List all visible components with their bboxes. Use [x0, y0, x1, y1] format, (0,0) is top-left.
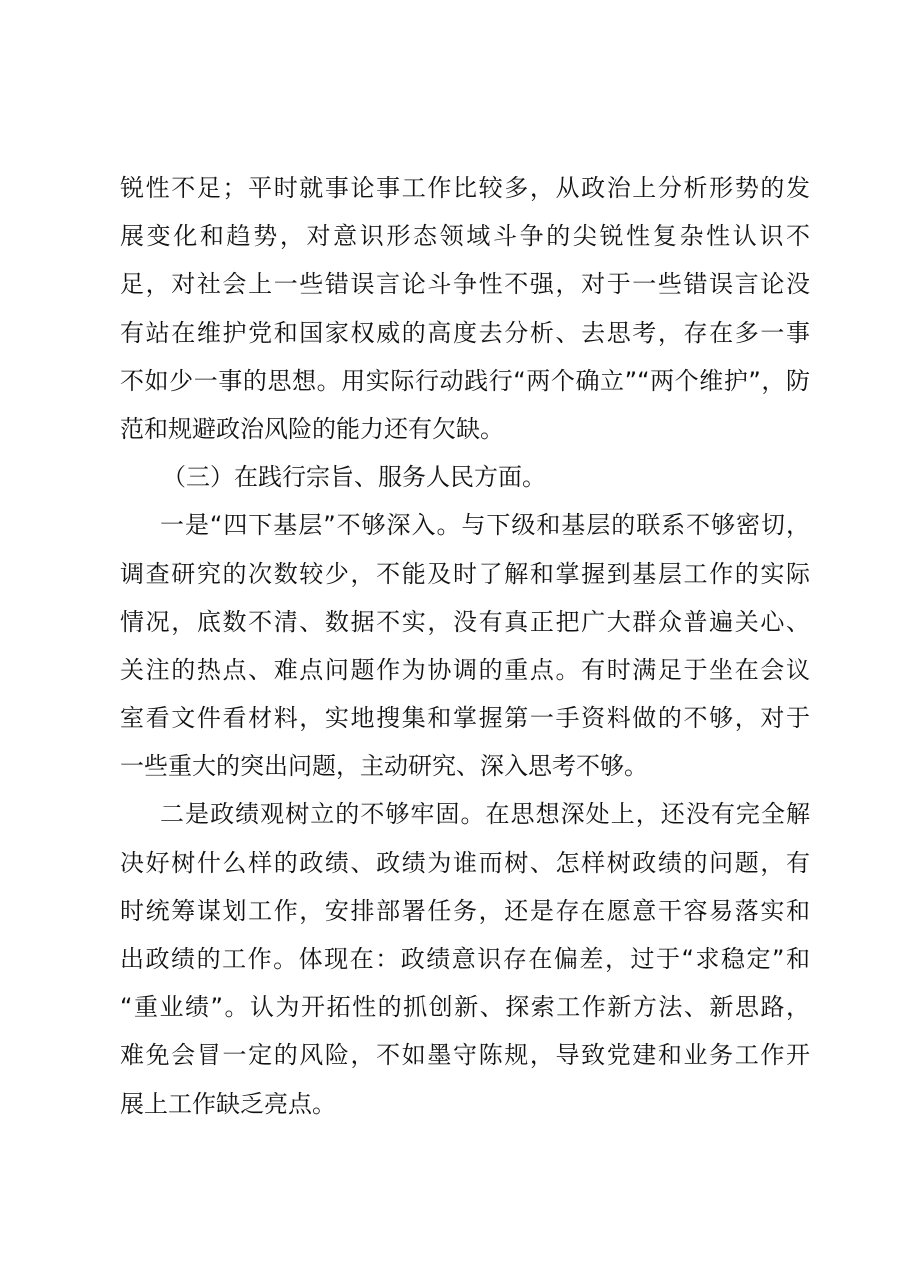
text-line: 关注的热点、难点问题作为协调的重点。有时满足于坐在会议	[120, 655, 810, 684]
text-line: 锐性不足；平时就事论事工作比较多，从政治上分析形势的发	[120, 174, 810, 202]
section-heading: （三）在践行宗旨、服务人民方面。	[162, 463, 546, 492]
text-line: 一些重大的突出问题，主动研究、深入思考不够。	[120, 752, 648, 781]
text-line: 有站在维护党和国家权威的高度去分析、去思考，存在多一事	[120, 318, 810, 347]
text-line: 二是政绩观树立的不够牢固。在思想深处上，还没有完全解	[160, 800, 810, 829]
text-line: 出政绩的工作。体现在：政绩意识存在偏差，过于“求稳定”和	[120, 945, 810, 973]
text-line: 室看文件看材料，实地搜集和掌握第一手资料做的不够，对于	[120, 704, 810, 733]
text-line: 难免会冒一定的风险，不如墨守陈规，导致党建和业务工作开	[120, 1041, 810, 1070]
document-body	[120, 164, 810, 1128]
text-line: 决好树什么样的政绩、政绩为谁而树、怎样树政绩的问题，有	[120, 848, 810, 877]
text-line: “重业绩”。认为开拓性的抓创新、探索工作新方法、新思路，	[120, 993, 810, 1022]
text-line: 展变化和趋势，对意识形态领域斗争的尖锐性复杂性认识不	[120, 222, 810, 251]
text-line: 足，对社会上一些错误言论斗争性不强，对于一些错误言论没	[120, 270, 810, 299]
text-line: 一是“四下基层”不够深入。与下级和基层的联系不够密切，	[160, 511, 810, 540]
text-line: 展上工作缺乏亮点。	[120, 1089, 336, 1118]
text-line: 不如少一事的思想。用实际行动践行“两个确立”“两个维护”，防	[120, 366, 810, 395]
text-line: 情况，底数不清、数据不实，没有真正把广大群众普遍关心、	[120, 607, 810, 636]
text-line: 时统筹谋划工作，安排部署任务，还是存在愿意干容易落实和	[120, 896, 810, 925]
text-line: 范和规避政治风险的能力还有欠缺。	[120, 414, 504, 443]
text-line: 调查研究的次数较少，不能及时了解和掌握到基层工作的实际	[120, 559, 810, 588]
